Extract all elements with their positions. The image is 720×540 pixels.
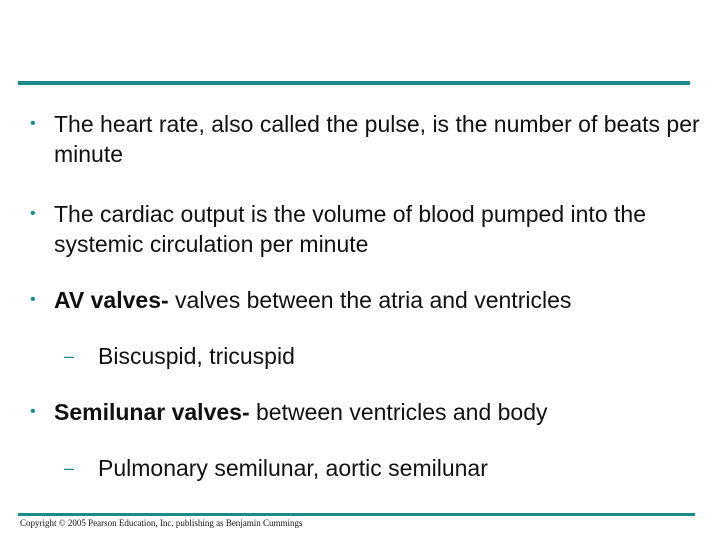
dash-icon: – [64, 346, 75, 366]
bullet-bold-term: AV valves- [54, 287, 169, 313]
dash-icon: – [64, 458, 75, 478]
bullet-icon: • [30, 115, 36, 132]
sub-bullet-text: Biscuspid, tricuspid [98, 343, 295, 369]
bullet-body: valves between the atria and ventricles [168, 287, 572, 313]
bullet-icon: • [30, 291, 36, 308]
bullet-text [54, 109, 700, 169]
bullet-semilunar-valves [30, 397, 700, 427]
bullet-av-valves [30, 285, 700, 315]
bullet-cardiac-output [30, 199, 700, 259]
bullet-heart-rate [30, 109, 700, 169]
title-divider-line [18, 81, 690, 85]
bullet-text [54, 285, 700, 315]
sub-bullet-av-examples [64, 341, 684, 371]
sub-bullet-semilunar-examples [64, 453, 684, 483]
bullet-text [54, 199, 700, 259]
copyright-footer: Copyright © 2005 Pearson Education, Inc. publishing as Benjamin Cummings [20, 518, 303, 528]
bullet-icon: • [30, 205, 36, 222]
footer-divider-line [18, 513, 695, 516]
bullet-body: The heart rate, also called the pulse, is the number of beats per minute [54, 111, 700, 167]
bullet-text [54, 397, 700, 427]
sub-bullet-text: Pulmonary semilunar, aortic semilunar [98, 455, 488, 481]
bullet-icon: • [30, 403, 36, 420]
bullet-body: between ventricles and body [249, 399, 548, 425]
bullet-body: The cardiac output is the volume of blood pumped into the systemic circulation per minute [54, 201, 646, 257]
bullet-bold-term: Semilunar valves- [54, 399, 250, 425]
